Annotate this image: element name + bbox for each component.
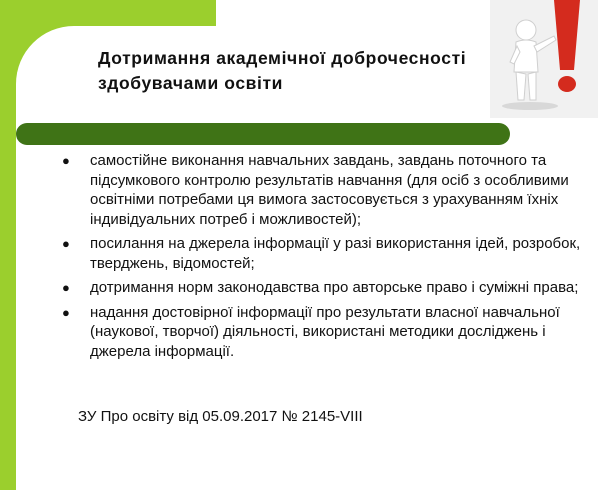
requirements-list [62, 151, 582, 366]
slide-title [98, 46, 488, 96]
law-citation: ЗУ Про освіту від 05.09.2017 № 2145-VIII [78, 408, 363, 425]
list-item-text: надання достовірної інформації про результати власної навчальної (наукової, творчої) діяльності, використані методики досліджень і джерела інформації. [90, 303, 560, 360]
list-item [62, 303, 582, 362]
list-item-text: самостійне виконання навчальних завдань, завдань поточного та підсумкового контролю результатів навчання (для осіб з особливими освітніми потребами ця вимога застосовується з урахуванням їхніх індивідуальних потреб і можливостей); [90, 152, 569, 228]
bullet-icon: ● [62, 236, 70, 251]
slide-title-line-1: Дотримання академічної доброчесності [98, 48, 467, 68]
list-item-text: дотримання норм законодавства про авторське право і суміжні права; [90, 279, 579, 296]
person-exclamation-icon [490, 0, 598, 118]
bullet-icon: ● [62, 280, 70, 295]
bullet-icon: ● [62, 153, 70, 168]
list-item-text: посилання на джерела інформації у разі використання ідей, розробок, тверджень, відомостей; [90, 235, 581, 272]
green-divider-bar [16, 123, 510, 145]
bullet-icon: ● [62, 304, 70, 320]
slide-title-line-2: здобувачами освіти [98, 73, 284, 93]
list-item [62, 151, 582, 229]
list-item [62, 278, 582, 298]
list-item [62, 234, 582, 273]
